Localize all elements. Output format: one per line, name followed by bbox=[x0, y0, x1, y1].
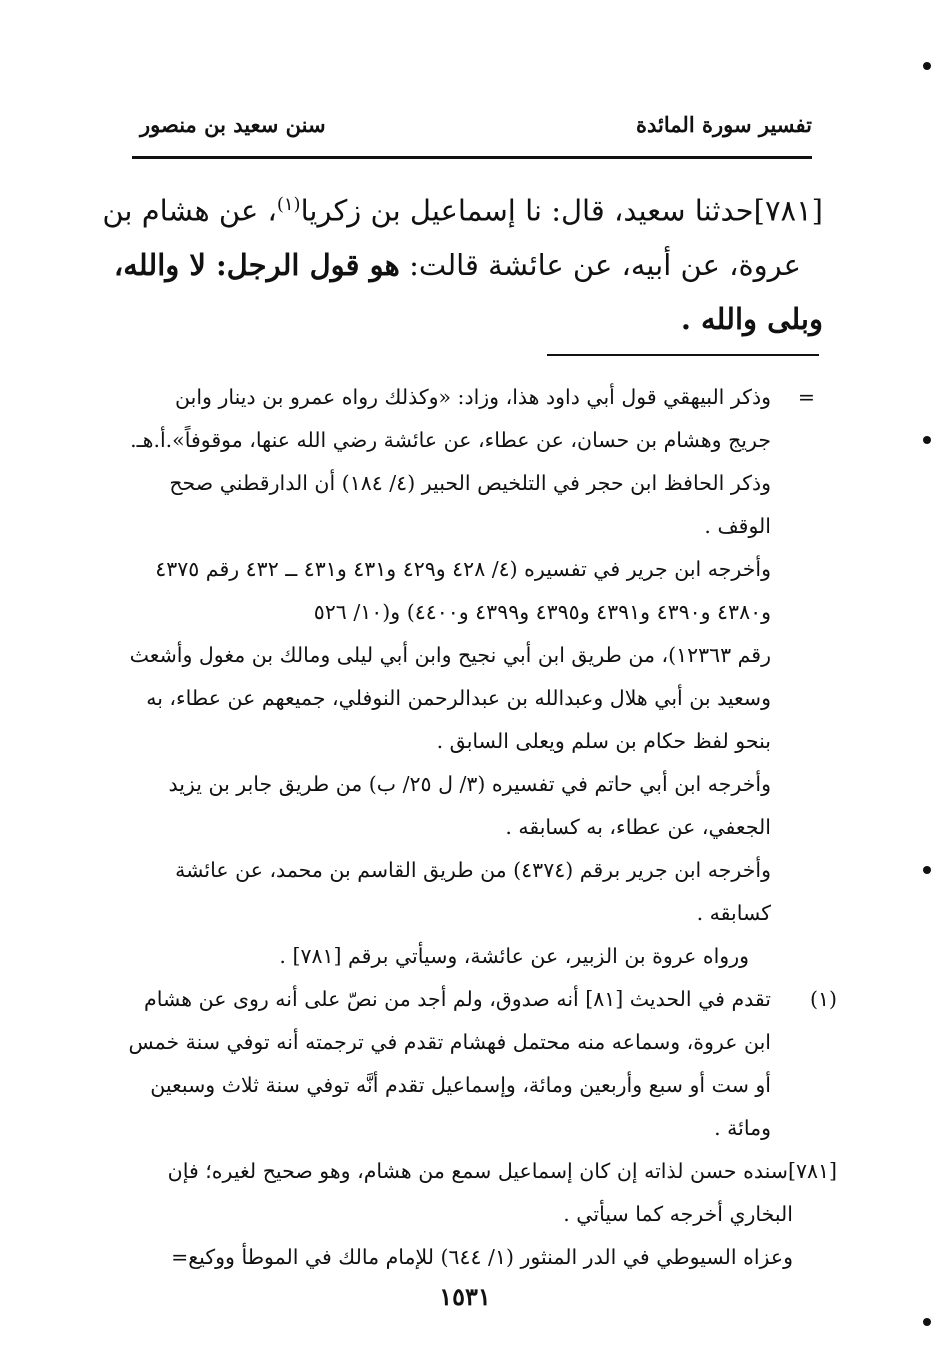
punch-hole-mark bbox=[923, 866, 931, 874]
hadith-line-1 bbox=[102, 178, 823, 238]
note-line: وأخرجه ابن جرير في تفسيره (٤/ ٤٢٨ و٤٢٩ و٤٣١ و٤٣١ ــ ٤٣٢ رقم ٤٣٧٥ bbox=[155, 557, 771, 581]
note-line: بنحو لفظ حكام بن سلم ويعلى السابق . bbox=[436, 729, 771, 753]
grading-ref-mark: [٧٨١] bbox=[787, 1159, 837, 1183]
note-line: رقم ١٢٣٦٣)، من طريق ابن أبي نجيح وابن أبي ليلى ومالك بن مغول وأشعث bbox=[129, 643, 771, 667]
grading-text: سنده حسن لذاته إن كان إسماعيل سمع من هشام، وهو صحيح لغيره؛ فإن bbox=[167, 1159, 788, 1183]
running-header bbox=[132, 112, 812, 146]
hadith-line-3 bbox=[123, 292, 823, 346]
punch-hole-mark bbox=[923, 1318, 931, 1326]
note-line: وذكر الحافظ ابن حجر في التلخيص الحبير (٤/ ١٨٤) أن الدارقطني صحح bbox=[169, 471, 771, 495]
hadith-line-2-text: عروة، عن أبيه، عن عائشة قالت: bbox=[399, 247, 801, 282]
note-line: الجعفي، عن عطاء، به كسابقه . bbox=[505, 815, 771, 839]
header-divider bbox=[132, 156, 812, 159]
footnote-line: ابن عروة، وسماعه منه محتمل فهشام تقدم في ترجمته أنه توفي سنة خمس bbox=[128, 1030, 771, 1054]
book-title: سنن سعيد بن منصور bbox=[140, 112, 326, 137]
note-line: وأخرجه ابن أبي حاتم في تفسيره (٣/ ل ٢٥/ ب) من طريق جابر بن يزيد bbox=[168, 772, 771, 796]
note-paragraph-3 bbox=[115, 763, 771, 849]
footnote-line: أو ست أو سبع وأربعين ومائة، وإسماعيل تقدم أنَّه توفي سنة ثلاث وسبعين bbox=[150, 1073, 771, 1097]
hadith-line-2-bold: هو قول الرجل: لا والله، bbox=[113, 247, 400, 282]
footnote-reference[interactable]: (١) bbox=[276, 194, 301, 215]
note-paragraph-2 bbox=[115, 548, 771, 763]
hadith-number: [٧٨١] bbox=[753, 193, 823, 228]
hadith-line-1-end: ، عن هشام بن bbox=[102, 193, 277, 228]
note-line: و٤٣٨٠ و٤٣٩٠ و٤٣٩١ و٤٣٩٥ و٤٣٩٩ و٤٤٠٠) و(١٠/ ٥٢٦ bbox=[313, 600, 771, 624]
continuation-note bbox=[115, 376, 815, 978]
grading-line: البخاري أخرجه كما سيأتي . bbox=[563, 1202, 793, 1226]
note-paragraph-5 bbox=[115, 935, 771, 978]
punch-hole-mark bbox=[923, 62, 931, 70]
punch-hole-mark bbox=[923, 436, 931, 444]
note-line: وأخرجه ابن جرير برقم (٤٣٧٤) من طريق القاسم بن محمد، عن عائشة bbox=[175, 858, 771, 882]
hadith-line-1-text: حدثنا سعيد، قال: نا إسماعيل بن زكريا bbox=[300, 193, 754, 228]
note-line: ورواه عروة بن الزبير، عن عائشة، وسيأتي برقم [٧٨١] . bbox=[279, 944, 749, 968]
footnote-1 bbox=[115, 978, 837, 1150]
footnote-separator bbox=[547, 354, 819, 356]
note-line: جريج وهشام بن حسان، عن عطاء، عن عائشة رضي الله عنها، موقوفاً».أ.هـ. bbox=[130, 428, 771, 452]
grading-line: وعزاه السيوطي في الدر المنثور (١/ ٦٤٤) للإمام مالك في الموطأ ووكيع= bbox=[171, 1245, 793, 1269]
note-line: وسعيد بن أبي هلال وعبدالله بن عبدالرحمن النوفلي، جميعهم عن عطاء، به bbox=[146, 686, 771, 710]
page-number: ١٥٣١ bbox=[439, 1282, 491, 1311]
footnotes bbox=[115, 376, 837, 1279]
hadith-grading-note bbox=[115, 1150, 837, 1279]
footnote-1-mark: (١) bbox=[809, 987, 837, 1011]
hadith-line-2 bbox=[113, 238, 823, 292]
footnote-line: ومائة . bbox=[714, 1116, 771, 1140]
note-paragraph-1 bbox=[115, 376, 771, 548]
grading-line-1 bbox=[115, 1150, 837, 1193]
continuation-mark: = bbox=[797, 385, 815, 409]
note-line: الوقف . bbox=[704, 514, 771, 538]
note-line: وذكر البيهقي قول أبي داود هذا، وزاد: «وكذلك رواه عمرو بن دينار وابن bbox=[175, 385, 771, 409]
hadith-text bbox=[102, 178, 823, 346]
chapter-title: تفسير سورة المائدة bbox=[636, 112, 812, 137]
note-line: كسابقه . bbox=[696, 901, 771, 925]
hadith-line-3-bold: وبلى والله . bbox=[680, 301, 823, 336]
note-paragraph-4 bbox=[115, 849, 771, 935]
footnote-line: تقدم في الحديث [٨١] أنه صدوق، ولم أجد من نصّ على أنه روى عن هشام bbox=[144, 987, 771, 1011]
